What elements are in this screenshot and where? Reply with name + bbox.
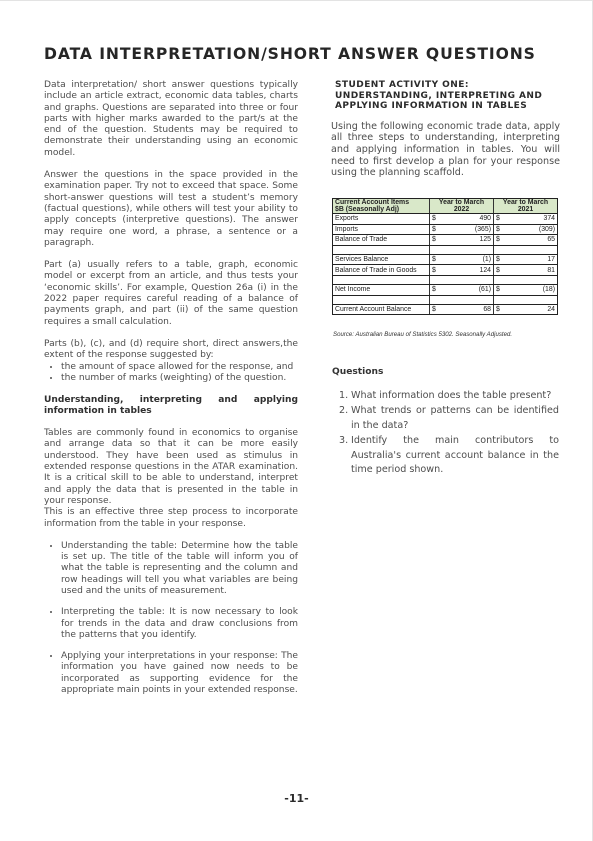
- table-row: Balance of Trade $ 125 $ 65: [333, 235, 558, 246]
- part-a-paragraph: Part (a) usually refers to a table, graph, economic model or excerpt from an article, and thus tests your ‘economic skills’. For example, Question 26a (i) in the 2022 paper requires careful reading of a balance of payments graph, and part (ii) of the same question requires a small calculation.: [44, 260, 298, 327]
- three-step-list: [44, 541, 298, 697]
- table-source-note: Source: Australian Bureau of Statistics 5302. Seasonally Adjusted.: [333, 331, 513, 338]
- list-item: • the number of marks (weighting) of the question.: [61, 373, 298, 384]
- questions-heading: Questions: [332, 367, 384, 377]
- response-extent-list: [44, 362, 298, 385]
- activity-heading: STUDENT ACTIVITY ONE: UNDERSTANDING, INTERPRETING AND APPLYING INFORMATION IN TABLES: [335, 80, 543, 112]
- page-edge-top: [0, 0, 593, 1]
- question-item: 3. Identify the main contributors to Australia's current account balance in the time period shown.: [339, 435, 559, 476]
- trade-data-table: [332, 198, 558, 315]
- three-step-paragraph: This is an effective three step process to incorporate information from the table in your response.: [44, 507, 298, 529]
- question-item: 1. What information does the table present?: [339, 390, 552, 401]
- table-header-cell: Year to March 2022: [430, 199, 494, 214]
- table-header-cell: Current Account Items $B (Seasonally Adj): [333, 199, 430, 214]
- table-row: Imports $ (365) $ (309): [333, 224, 558, 235]
- table-spacer-row: [333, 295, 558, 304]
- question-item: 2. What trends or patterns can be identified in the data?: [339, 405, 559, 431]
- page-number: -11-: [284, 792, 309, 805]
- left-column: [44, 80, 298, 706]
- list-item: • Interpreting the table: It is now necessary to look for trends in the data and draw conclusions from the patterns that you identify.: [61, 607, 298, 641]
- table-spacer-row: [333, 245, 558, 254]
- list-item: • Understanding the table: Determine how the table is set up. The title of the table will inform you of what the table is representing and the column and row headings will tell you what variables are being used and the units of measurement.: [61, 541, 298, 597]
- activity-intro: Using the following economic trade data, apply all three steps to understanding, interpreting and applying information in tables. You will need to first develop a plan for your response using the planning scaffold.: [331, 120, 560, 179]
- table-row: Balance of Trade in Goods $ 124 $ 81: [333, 265, 558, 276]
- table-spacer-row: [333, 275, 558, 284]
- table-row: Services Balance $ (1) $ 17: [333, 254, 558, 265]
- table-row: Current Account Balance $ 68 $ 24: [333, 304, 558, 315]
- tables-paragraph: Tables are commonly found in economics to organise and arrange data so that it can be more easily understood. They have been used as stimulus in extended response questions in the ATAR examination. It is a critical skill to be able to understand, interpret and apply the data that is presented in the table in your response.: [44, 428, 298, 506]
- questions-list: [341, 389, 559, 478]
- table-row: Net Income $ (61) $ (18): [333, 284, 558, 295]
- intro-paragraph: Data interpretation/ short answer questions typically include an article extract, economic data tables, charts and graphs. Questions are separated into three or four parts with higher marks awarded to the part/s at the end of the question. Students may be required to demonstrate their understanding using an economic model.: [44, 80, 298, 158]
- parts-bcd-paragraph: Parts (b), (c), and (d) require short, direct answers,the extent of the response suggested by:: [44, 338, 298, 361]
- section-subheading: Understanding, interpreting and applying information in tables: [44, 395, 298, 417]
- list-item: • Applying your interpretations in your response: The information you have gained now needs to be incorporated as supporting evidence for the appropriate main points in your extended response.: [61, 651, 298, 696]
- answering-paragraph: Answer the questions in the space provided in the examination paper. Try not to exceed that space. Some short-answer questions will test a student’s memory (factual questions), while others will test your ability to apply concepts (interpretive questions). The answer may require one word, a phrase, a sentence or a paragraph.: [44, 170, 298, 248]
- table-row: Exports $ 490 $ 374: [333, 214, 558, 225]
- page-title: DATA INTERPRETATION/SHORT ANSWER QUESTIONS: [44, 45, 536, 63]
- table-header-cell: Year to March 2021: [494, 199, 558, 214]
- table-header-row: [333, 199, 558, 214]
- right-column: [331, 80, 560, 179]
- list-item: • the amount of space allowed for the response, and: [61, 362, 298, 373]
